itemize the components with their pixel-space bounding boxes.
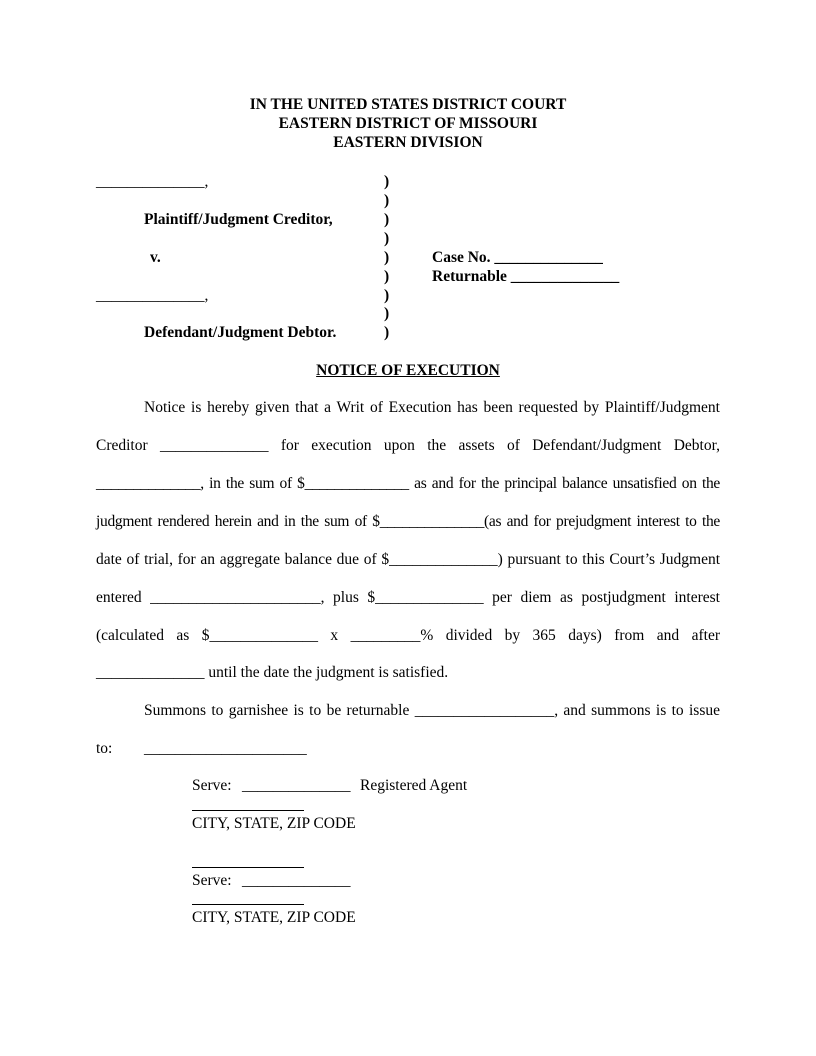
caption-paren: ) xyxy=(384,173,390,190)
body-line: ______________ until the date the judgment is satisfied. xyxy=(96,664,449,681)
caption-paren: ) xyxy=(384,268,390,285)
caption-paren: ) xyxy=(384,192,390,209)
court-division: EASTERN DIVISION xyxy=(333,134,483,151)
court-name: IN THE UNITED STATES DISTRICT COURT xyxy=(249,96,567,113)
plaintiff-label: Plaintiff/Judgment Creditor, xyxy=(144,211,333,228)
caption-paren: ) xyxy=(384,211,390,228)
body-line: entered ______________________, plus $______________ per diem as postjudgment interest xyxy=(96,589,720,606)
caption-paren: ) xyxy=(384,324,390,341)
serve-name-blank: ______________ xyxy=(242,777,351,794)
case-number: Case No. ______________ xyxy=(432,249,603,266)
body-line: (calculated as $______________ x _________% divided by 365 days) from and after xyxy=(96,627,720,644)
body-line: judgment rendered herein and in the sum of $______________(as and for prejudgment interest to the xyxy=(96,513,720,530)
body-line: Creditor ______________ for execution upon the assets of Defendant/Judgment Debtor, xyxy=(96,437,720,454)
registered-agent-label: Registered Agent xyxy=(360,777,468,794)
serve-label: Serve: xyxy=(192,872,232,889)
document-title: NOTICE OF EXECUTION xyxy=(316,362,500,379)
entity-name-rule xyxy=(192,867,304,868)
body-line: Notice is hereby given that a Writ of Execution has been requested by Plaintiff/Judgment xyxy=(144,399,720,416)
address-line-rule xyxy=(192,810,304,811)
summons-to-label: to: xyxy=(96,740,113,757)
body-line: date of trial, for an aggregate balance due of $______________) pursuant to this Court’s Judgment xyxy=(96,551,720,568)
caption-paren: ) xyxy=(384,287,390,304)
caption-paren: ) xyxy=(384,249,390,266)
returnable-date: Returnable ______________ xyxy=(432,268,620,285)
summons-to-blank: _____________________ xyxy=(144,740,307,757)
city-state-zip: CITY, STATE, ZIP CODE xyxy=(192,909,356,926)
caption-paren: ) xyxy=(384,230,390,247)
defendant-label: Defendant/Judgment Debtor. xyxy=(144,324,337,341)
serve-name-blank: ______________ xyxy=(242,872,351,889)
defendant-name-blank: ______________, xyxy=(96,287,209,304)
address-line-rule xyxy=(192,904,304,905)
city-state-zip: CITY, STATE, ZIP CODE xyxy=(192,815,356,832)
plaintiff-name-blank: ______________, xyxy=(96,173,209,190)
versus-label: v. xyxy=(150,249,161,266)
serve-label: Serve: xyxy=(192,777,232,794)
caption-paren: ) xyxy=(384,305,390,322)
court-district: EASTERN DISTRICT OF MISSOURI xyxy=(278,115,538,132)
summons-line: Summons to garnishee is to be returnable __________________, and summons is to issue xyxy=(144,702,720,719)
body-line: ______________, in the sum of $______________ as and for the principal balance unsatisfied on the xyxy=(96,475,720,492)
